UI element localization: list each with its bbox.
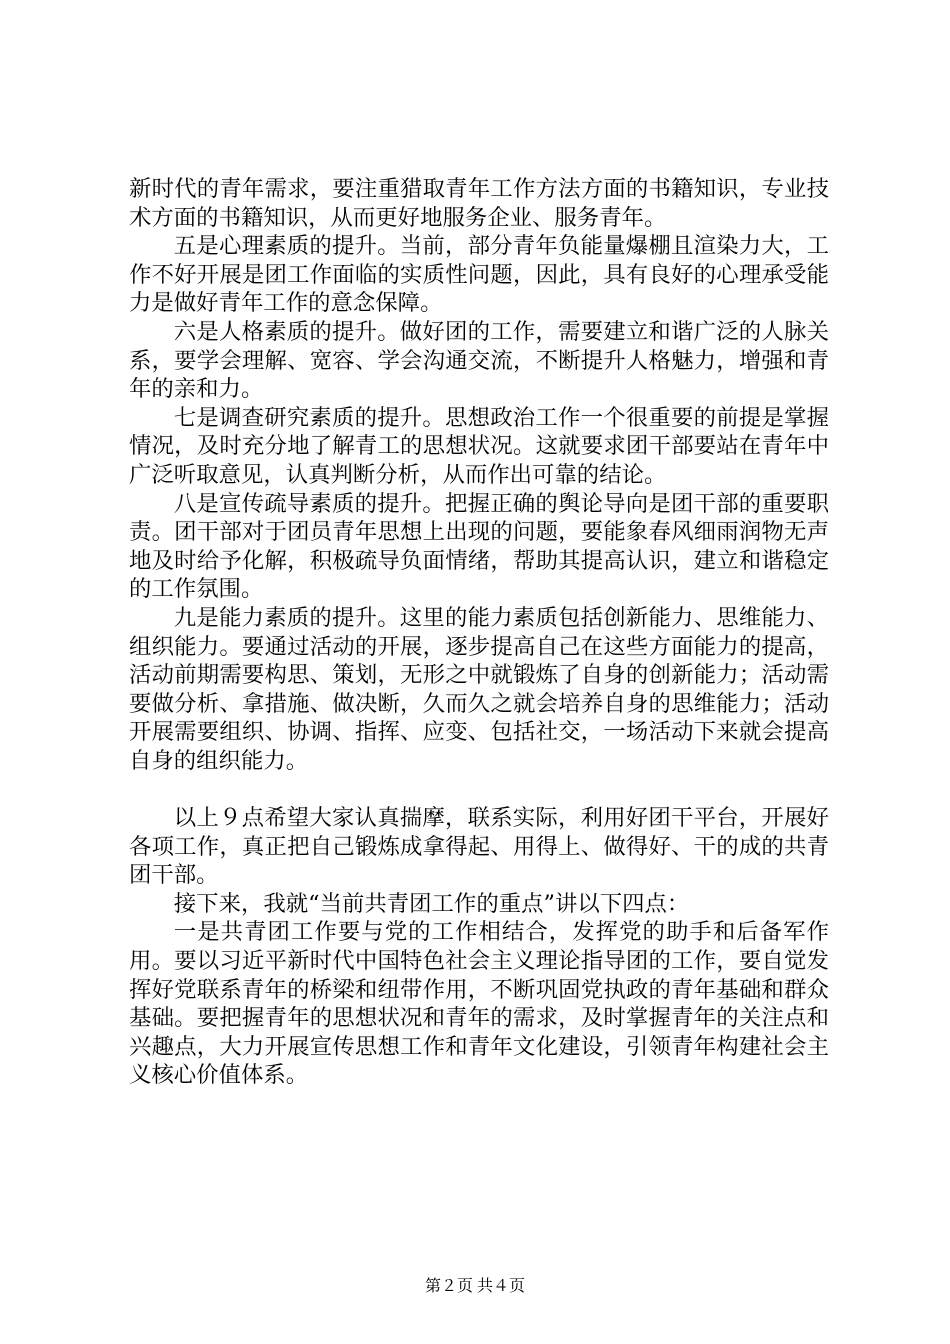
paragraph-publicity-quality: 八是宣传疏导素质的提升。把握正确的舆论导向是团干部的重要职责。团干部对于团员青年思想上出现的问题，要能象春风细雨润物无声地及时给予化解，积极疏导负面情绪，帮助其提高认识，建立和谐稳定的工作氛围。 (129, 490, 829, 603)
paragraph-research-quality: 七是调查研究素质的提升。思想政治工作一个很重要的前提是掌握情况，及时充分地了解青工的思想状况。这就要求团干部要站在青年中广泛听取意见，认真判断分析，从而作出可靠的结论。 (129, 404, 829, 488)
paragraph-personality-quality: 六是人格素质的提升。做好团的工作，需要建立和谐广泛的人脉关系，要学会理解、宽容、学会沟通交流，不断提升人格魅力，增强和青年的亲和力。 (129, 318, 829, 403)
document-body (129, 175, 829, 1090)
page-number-footer: 第２页 共４页 (424, 1278, 525, 1295)
paragraph-continuation: 新时代的青年需求，要注重猎取青年工作方法方面的书籍知识，专业技术方面的书籍知识，从而更好地服务企业、服务青年。 (129, 176, 829, 231)
paragraph-psychological-quality: 五是心理素质的提升。当前，部分青年负能量爆棚且渲染力大，工作不好开展是团工作面临的实质性问题，因此，具有良好的心理承受能力是做好青年工作的意念保障。 (129, 233, 829, 317)
paragraph-transition: 接下来，我就“当前共青团工作的重点”讲以下四点： (173, 890, 690, 917)
paragraph-point-one: 一是共青团工作要与党的工作相结合，发挥党的助手和后备军作用。要以习近平新时代中国特色社会主义理论指导团的工作，要自觉发挥好党联系青年的桥梁和纽带作用，不断巩固党执政的青年基础和群众基础。要把握青年的思想状况和青年的需求，及时掌握青年的关注点和兴趣点，大力开展宣传思想工作和青年文化建设，引领青年构建社会主义核心价值体系。 (129, 919, 829, 1089)
paragraph-summary: 以上９点希望大家认真揣摩，联系实际，利用好团干平台，开展好各项工作，真正把自己锻炼成拿得起、用得上、做得好、干的成的共青团干部。 (129, 805, 829, 889)
paragraph-ability-quality: 九是能力素质的提升。这里的能力素质包括创新能力、思维能力、组织能力。要通过活动的开展，逐步提高自己在这些方面能力的提高，活动前期需要构思、策划，无形之中就锻炼了自身的创新能力；活动需要做分析、拿措施、做决断，久而久之就会培养自身的思维能力；活动开展需要组织、协调、指挥、应变、包括社交，一场活动下来就会提高自身的组织能力。 (129, 604, 829, 774)
paragraph-spacer (129, 775, 829, 804)
